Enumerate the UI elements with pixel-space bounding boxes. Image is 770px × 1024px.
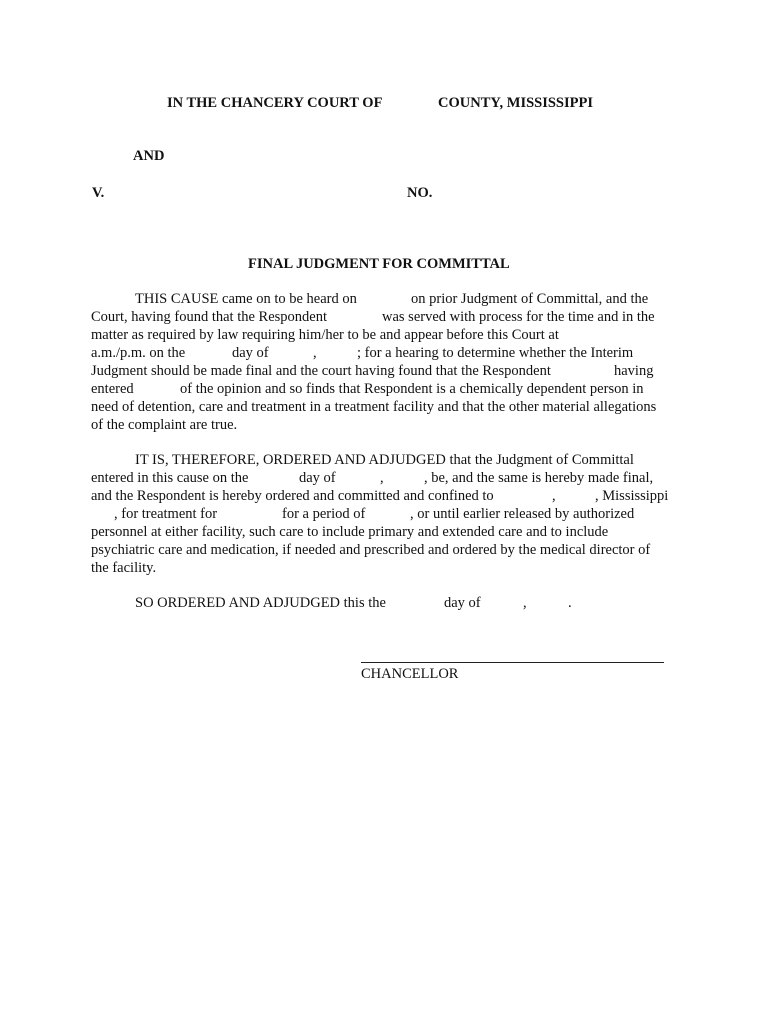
court-caption-right: COUNTY, MISSISSIPPI (438, 95, 593, 111)
p3-text-b: day of (444, 595, 481, 611)
signature-line (361, 662, 664, 663)
p1-line5-b: having (614, 363, 654, 379)
p2-line3-c: , Mississippi (595, 488, 669, 504)
signature-label: CHANCELLOR (361, 666, 459, 682)
p1-line1-b: on prior Judgment of Committal, and the (411, 291, 649, 307)
p2-line2-c: , (380, 470, 384, 486)
p2-line4-c: , or until earlier released by authorized (410, 506, 635, 522)
p1-line4-c: , (313, 345, 317, 361)
p2-line2-d: , be, and the same is hereby made final, (424, 470, 654, 486)
p1-line4-a: a.m./p.m. on the (91, 345, 186, 361)
p1-line3: matter as required by law requiring him/her to be and appear before this Court at (91, 327, 559, 343)
p2-line2-a: entered in this cause on the (91, 470, 249, 486)
p2-line2-b: day of (299, 470, 336, 486)
p1-line2-a: Court, having found that the Respondent (91, 309, 327, 325)
p2-line6: psychiatric care and medication, if needed and prescribed and ordered by the medical director of (91, 542, 651, 558)
caption-versus: V. (92, 185, 105, 201)
p3-text-c: , (523, 595, 527, 611)
p2-line5: personnel at either facility, such care to include primary and extended care and to include (91, 524, 609, 540)
court-caption-left: IN THE CHANCERY COURT OF (167, 95, 383, 111)
document-title: FINAL JUDGMENT FOR COMMITTAL (248, 256, 510, 272)
p2-line4-a: , for treatment for (114, 506, 218, 522)
p1-line8: of the complaint are true. (91, 417, 238, 433)
p3-text-d: . (568, 595, 572, 611)
p1-line1-a: THIS CAUSE came on to be heard on (135, 291, 357, 307)
p1-line6-b: of the opinion and so finds that Respondent is a chemically dependent person in (180, 381, 644, 397)
p2-line3-a: and the Respondent is hereby ordered and committed and confined to (91, 488, 494, 504)
case-number-label: NO. (407, 185, 433, 201)
p1-line6-a: entered (91, 381, 134, 397)
p1-line2-b: was served with process for the time and in the (382, 309, 655, 325)
p2-line1: IT IS, THEREFORE, ORDERED AND ADJUDGED that the Judgment of Committal (135, 452, 634, 468)
p3-text-a: SO ORDERED AND ADJUDGED this the (135, 595, 386, 611)
caption-and: AND (133, 148, 165, 164)
p1-line4-d: ; for a hearing to determine whether the Interim (357, 345, 634, 361)
p2-line4-b: for a period of (282, 506, 366, 522)
p2-line7: the facility. (91, 560, 157, 576)
p2-line3-b: , (552, 488, 556, 504)
p1-line5-a: Judgment should be made final and the court having found that the Respondent (91, 363, 551, 379)
p1-line7: need of detention, care and treatment in a treatment facility and that the other material allegations (91, 399, 657, 415)
p1-line4-b: day of (232, 345, 269, 361)
